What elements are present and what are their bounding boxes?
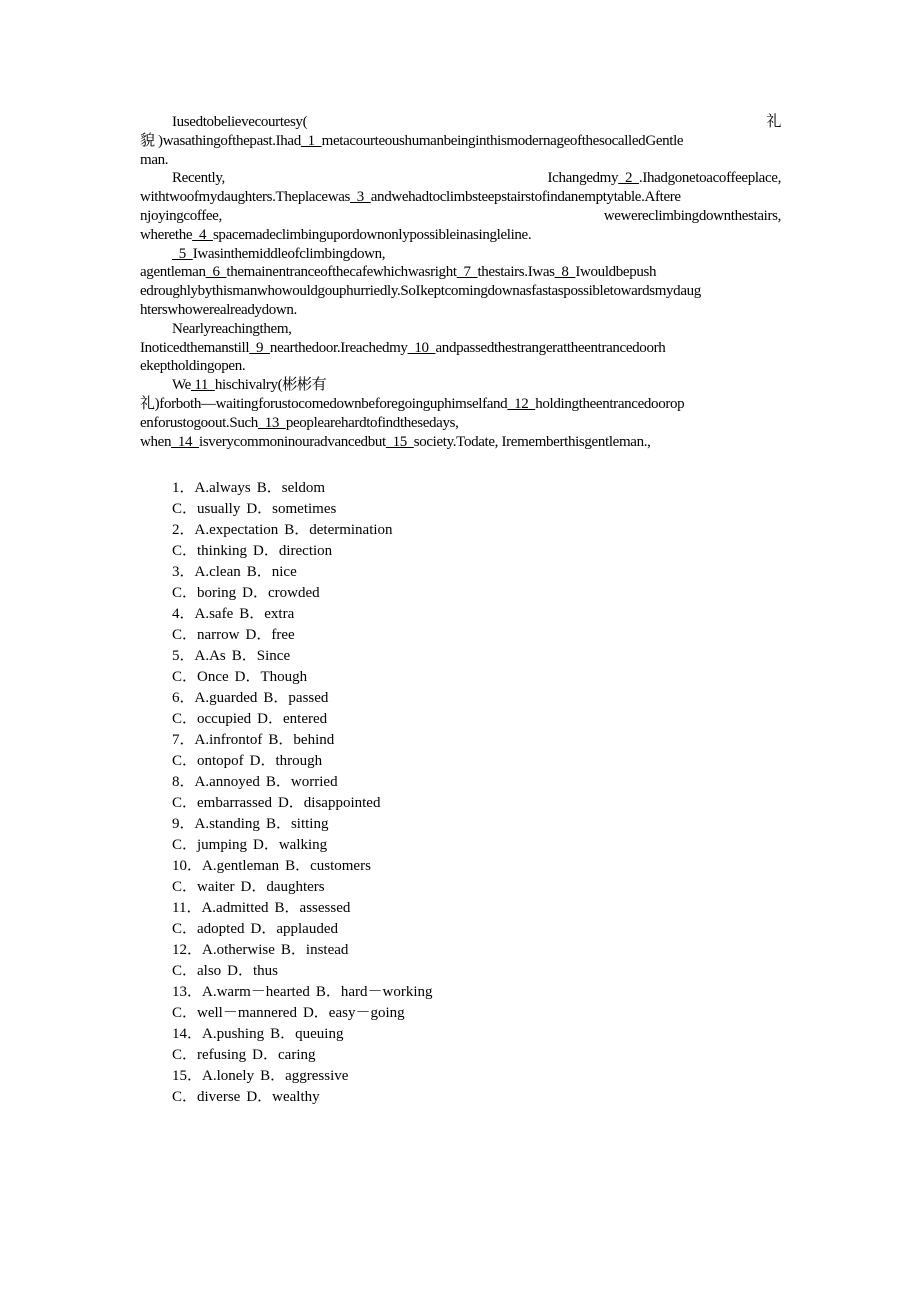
option-c[interactable]: C．well－mannered xyxy=(172,1005,297,1021)
question-number: 11． xyxy=(172,900,202,916)
option-c[interactable]: C．diverse xyxy=(172,1089,241,1105)
blank: 8 xyxy=(554,264,576,281)
question-number: 1． xyxy=(172,480,195,496)
passage-line: 礼)forboth—waitingforustocomedownbeforegoinguphimselfand 12 holdingtheentrancedoorop xyxy=(140,395,685,412)
question-number: 2． xyxy=(172,522,195,538)
option-row-cd xyxy=(172,751,433,772)
option-row-ab xyxy=(172,772,433,793)
question-number: 10． xyxy=(172,858,203,874)
option-row-cd xyxy=(172,793,433,814)
passage-line: edroughlybythismanwhowouldgouphurriedly.SoIkeptcomingdownasfastaspossibletowardsmydaug xyxy=(140,283,701,300)
option-row-cd xyxy=(172,709,433,730)
blank: 11 xyxy=(190,377,215,394)
option-row-ab xyxy=(172,520,433,541)
question-number: 5． xyxy=(172,648,195,664)
option-b[interactable]: B．passed xyxy=(263,690,329,706)
option-c[interactable]: C．embarrassed xyxy=(172,795,272,811)
option-a[interactable]: A.gentleman xyxy=(202,858,280,874)
passage-line: 貌 )wasathingofthepast.Ihad 1 metacourteoushumanbeinginthismodernageofthesocalledGentle xyxy=(140,132,684,149)
passage-line: njoyingcoffee, wewereclimbingdownthestairs, xyxy=(140,207,781,224)
option-d[interactable]: D．through xyxy=(249,753,323,769)
option-d[interactable]: D．free xyxy=(245,627,295,643)
option-b[interactable]: B．hard－working xyxy=(315,984,433,1000)
option-d[interactable]: D．disappointed xyxy=(277,795,381,811)
option-c[interactable]: C．Once xyxy=(172,669,229,685)
question-number: 7． xyxy=(172,732,195,748)
question-number: 15． xyxy=(172,1068,203,1084)
option-row-cd xyxy=(172,961,433,982)
passage-line: ekeptholdingopen. xyxy=(140,358,246,375)
option-c[interactable]: C．narrow xyxy=(172,627,240,643)
question-number: 8． xyxy=(172,774,195,790)
option-c[interactable]: C．also xyxy=(172,963,222,979)
option-row-ab xyxy=(172,940,433,961)
option-c[interactable]: C．thinking xyxy=(172,543,248,559)
option-c[interactable]: C．waiter xyxy=(172,879,235,895)
option-a[interactable]: A.admitted xyxy=(201,900,269,916)
option-row-ab xyxy=(172,1024,433,1045)
blank: 9 xyxy=(249,339,270,356)
option-row-cd xyxy=(172,877,433,898)
passage-line: hterswhowerealreadydown. xyxy=(140,301,297,318)
cloze-passage xyxy=(140,113,781,451)
option-d[interactable]: D．entered xyxy=(257,711,328,727)
blank: 6 xyxy=(205,264,227,281)
option-c[interactable]: C．jumping xyxy=(172,837,248,853)
option-row-ab xyxy=(172,856,433,877)
blank: 2 xyxy=(618,170,639,187)
option-a[interactable]: A.warm－hearted xyxy=(202,984,310,1000)
passage-line: Nearlyreachingthem, xyxy=(172,320,292,337)
option-a[interactable]: A.annoyed xyxy=(194,774,260,790)
option-a[interactable]: A.clean xyxy=(194,564,241,580)
question-number: 13． xyxy=(172,984,203,1000)
passage-line: agentleman 6 themainentranceofthecafewhichwasright 7 thestairs.Iwas 8 Iwouldbepush xyxy=(140,264,657,281)
blank: 13 xyxy=(257,414,286,431)
option-a[interactable]: A.safe xyxy=(194,606,234,622)
answer-options xyxy=(172,478,433,1108)
option-row-cd xyxy=(172,1045,433,1066)
question-number: 3． xyxy=(172,564,195,580)
option-row-cd xyxy=(172,583,433,604)
option-c[interactable]: C．occupied xyxy=(172,711,252,727)
option-row-cd xyxy=(172,667,433,688)
option-row-ab xyxy=(172,730,433,751)
question-number: 12． xyxy=(172,942,203,958)
question-number: 4． xyxy=(172,606,195,622)
option-row-ab xyxy=(172,646,433,667)
option-row-cd xyxy=(172,835,433,856)
blank: 5 xyxy=(172,245,193,262)
option-a[interactable]: A.lonely xyxy=(202,1068,255,1084)
option-d[interactable]: D．Though xyxy=(234,669,308,685)
option-b[interactable]: B．behind xyxy=(268,732,335,748)
passage-line: man. xyxy=(140,151,169,168)
question-number: 14． xyxy=(172,1026,203,1042)
option-row-ab xyxy=(172,688,433,709)
option-a[interactable]: A.infrontof xyxy=(194,732,263,748)
blank: 4 xyxy=(192,226,213,243)
passage-line: wherethe 4 spacemadeclimbingupordownonlypossibleinasingleline. xyxy=(140,226,532,243)
option-d[interactable]: D．wealthy xyxy=(246,1089,320,1105)
option-row-ab xyxy=(172,478,433,499)
option-row-cd xyxy=(172,625,433,646)
option-b[interactable]: B．worried xyxy=(265,774,338,790)
blank: 12 xyxy=(507,395,536,412)
passage-line: enforustogoout.Such 13 peoplearehardtofindthesedays, xyxy=(140,414,459,431)
option-row-cd xyxy=(172,499,433,520)
passage-line: Inoticedthemanstill 9 nearthedoor.Ireachedmy 10 andpassedthestrangerattheentrancedoorh xyxy=(140,339,666,356)
blank: 1 xyxy=(300,132,322,149)
option-b[interactable]: B．aggressive xyxy=(260,1068,349,1084)
option-d[interactable]: D．caring xyxy=(252,1047,316,1063)
option-row-cd xyxy=(172,1087,433,1108)
passage-line: We 11 hischivalry(彬彬有 xyxy=(172,377,327,394)
option-d[interactable]: D．crowded xyxy=(242,585,320,601)
option-row-ab xyxy=(172,982,433,1003)
blank: 15 xyxy=(385,433,414,450)
passage-line: Recently, Ichangedmy 2 .Ihadgonetoacoffeeplace, xyxy=(172,170,781,187)
option-a[interactable]: A.pushing xyxy=(202,1026,265,1042)
option-d[interactable]: D．daughters xyxy=(240,879,325,895)
option-a[interactable]: A.otherwise xyxy=(202,942,275,958)
blank: 14 xyxy=(171,433,199,450)
blank: 10 xyxy=(407,339,436,356)
option-b[interactable]: B．Since xyxy=(231,648,291,664)
option-row-ab xyxy=(172,814,433,835)
option-b[interactable]: B．seldom xyxy=(256,480,326,496)
option-b[interactable]: B．extra xyxy=(239,606,295,622)
option-c[interactable]: C．refusing xyxy=(172,1047,247,1063)
option-b[interactable]: B．assessed xyxy=(274,900,351,916)
option-b[interactable]: B．instead xyxy=(280,942,349,958)
passage-line: Iusedtobelievecourtesy( 礼 xyxy=(172,114,781,130)
option-d[interactable]: D．thus xyxy=(227,963,279,979)
option-d[interactable]: D．easy－going xyxy=(302,1005,405,1021)
option-row-cd xyxy=(172,1003,433,1024)
blank: 3 xyxy=(349,189,371,206)
option-a[interactable]: A.expectation xyxy=(194,522,279,538)
option-b[interactable]: B．determination xyxy=(284,522,393,538)
option-d[interactable]: D．sometimes xyxy=(246,501,337,517)
option-a[interactable]: A.always xyxy=(194,480,251,496)
option-b[interactable]: B．customers xyxy=(285,858,371,874)
option-c[interactable]: C．adopted xyxy=(172,921,245,937)
option-b[interactable]: B．nice xyxy=(246,564,297,580)
option-row-ab xyxy=(172,562,433,583)
option-a[interactable]: A.standing xyxy=(194,816,260,832)
option-c[interactable]: C．ontopof xyxy=(172,753,244,769)
option-b[interactable]: B．queuing xyxy=(270,1026,344,1042)
option-row-cd xyxy=(172,919,433,940)
option-row-ab xyxy=(172,604,433,625)
blank: 7 xyxy=(456,264,478,281)
option-row-ab xyxy=(172,1066,433,1087)
option-row-ab xyxy=(172,898,433,919)
question-number: 9． xyxy=(172,816,195,832)
passage-line: 5 Iwasinthemiddleofclimbingdown, xyxy=(172,245,386,262)
option-c[interactable]: C．usually xyxy=(172,501,241,517)
option-d[interactable]: D．walking xyxy=(253,837,328,853)
passage-line: withtwoofmydaughters.Theplacewas 3 andwehadtoclimbsteepstairstofindanemptytable.Aftere xyxy=(140,189,681,206)
question-number: 6． xyxy=(172,690,195,706)
option-d[interactable]: D．direction xyxy=(253,543,333,559)
option-a[interactable]: A.guarded xyxy=(194,690,258,706)
option-a[interactable]: A.As xyxy=(194,648,226,664)
option-row-cd xyxy=(172,541,433,562)
option-c[interactable]: C．boring xyxy=(172,585,237,601)
option-b[interactable]: B．sitting xyxy=(265,816,329,832)
passage-line: when 14 isverycommoninouradvancedbut 15 society.Todate, Irememberthisgentleman., xyxy=(140,433,651,450)
option-d[interactable]: D．applauded xyxy=(250,921,338,937)
